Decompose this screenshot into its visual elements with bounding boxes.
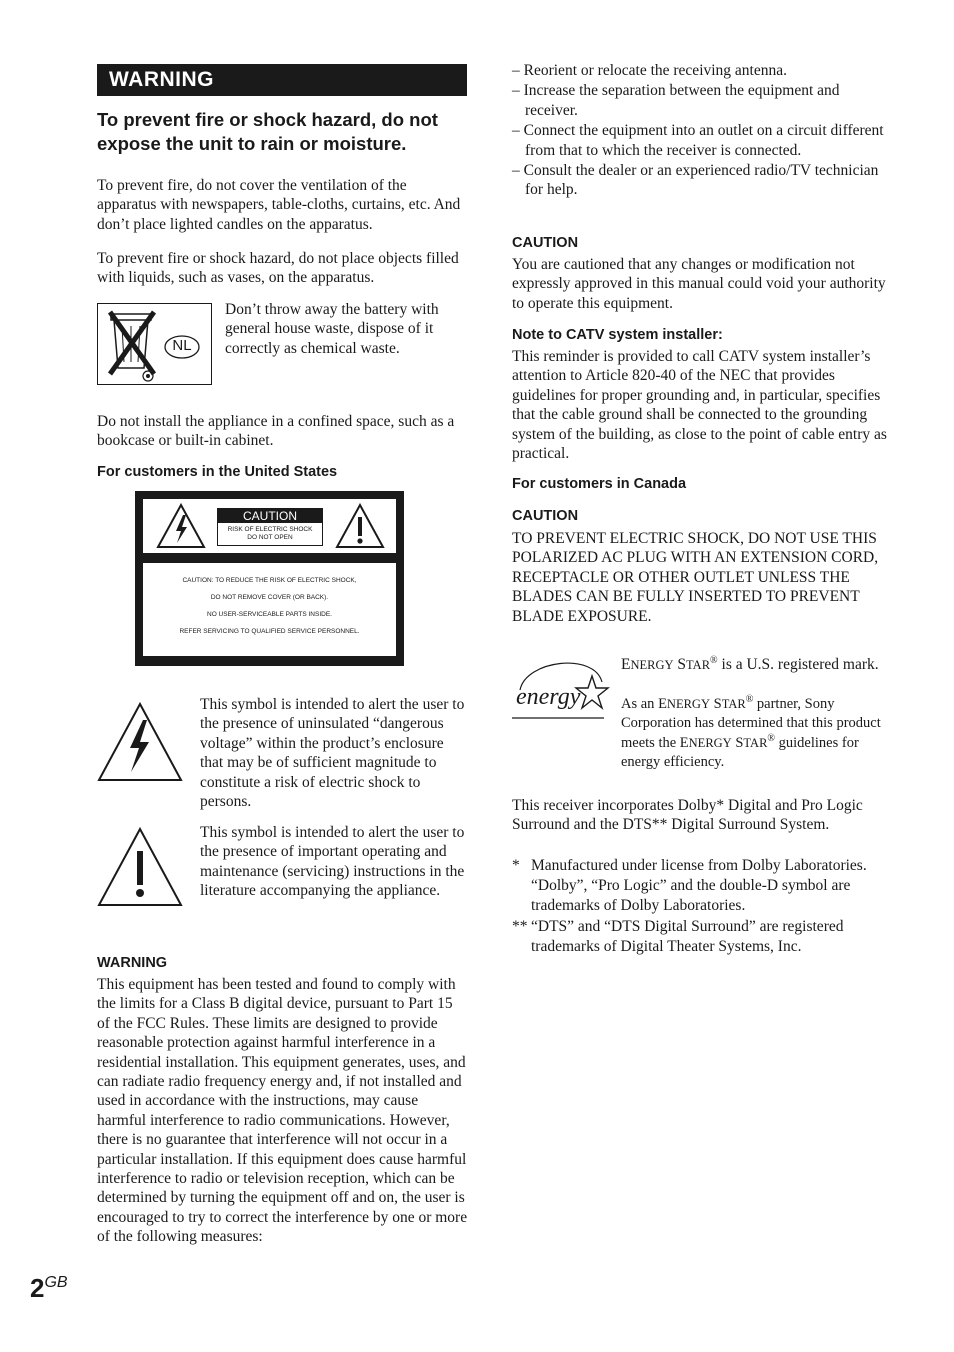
fcc-warning-text: This equipment has been tested and found to comply with the limits for a Class B digital device, pursuant to Part 15 of the FCC Rules. These limits are designed to provide reasonable protection against harmful interference in a residential installation. This equipment generates, uses, and can radiate radio frequency energy and, if not installed and used in accordance with the instructions, may cause harmful interference to radio communications. However, there is no guarantee that interference will not occur in a particular installation. If this equipment does cause harmful interference to radio or television reception, which can be determined by turning the equipment off and on, the user is encouraged to try to correct the interference by one or more of the following measures: xyxy=(97,976,468,1246)
note-item: ** “DTS” and “DTS Digital Surround” are registered trademarks of Digital Theater Systems, Inc. xyxy=(512,918,844,955)
caution-label-line3: NO USER-SERVICEABLE PARTS INSIDE. xyxy=(207,611,332,618)
warning-banner: WARNING xyxy=(97,64,467,96)
caution-label-title: CAUTION xyxy=(218,509,322,523)
shock-paragraph: To prevent fire or shock hazard, do not place objects filled with liquids, such as vases, on the apparatus. xyxy=(97,250,459,287)
caution-label-line4: REFER SERVICING TO QUALIFIED SERVICE PERSONNEL. xyxy=(179,628,360,635)
exclamation-symbol-text: This symbol is intended to alert the user to the presence of important operating and maintenance (servicing) instructions in the literature accompanying the appliance. xyxy=(200,824,465,900)
canada-caution-text: TO PREVENT ELECTRIC SHOCK, DO NOT USE THIS POLARIZED AC PLUG WITH AN EXTENSION CORD, RECEPTACLE OR OTHER OUTLET UNLESS THE BLADES CAN BE FULLY INSERTED TO PREVENT BLADE EXPOSURE. xyxy=(512,530,879,625)
caution-heading: CAUTION xyxy=(512,235,579,251)
energy-star-text-2: As an ENERGY STAR® partner, Sony Corporation has determined that this product meets the ENERGY STAR® guidelines for energy efficiency. xyxy=(621,694,881,771)
page-headline: To prevent fire or shock hazard, do not expose the unit to rain or moisture. xyxy=(97,109,438,154)
page-number: $2^{GB}$ xyxy=(30,1273,68,1303)
exclamation-warning-icon xyxy=(335,503,385,549)
battery-disposal-text: Don’t throw away the battery with general house waste, dispose of it correctly as chemical waste. xyxy=(225,301,439,357)
caution-label-line2: DO NOT REMOVE COVER (OR BACK). xyxy=(210,594,329,601)
energy-star-logo-text: energy xyxy=(516,684,581,710)
fire-paragraph: To prevent fire, do not cover the ventilation of the apparatus with newspapers, table-cloths, curtains, etc. And don’t place lighted candles on the apparatus. xyxy=(97,177,461,233)
note-item: * Manufactured under license from Dolby Laboratories. xyxy=(512,857,867,874)
caution-label-sub2: DO NOT OPEN xyxy=(247,534,293,541)
us-customers-heading: For customers in the United States xyxy=(97,464,338,480)
catv-heading: Note to CATV system installer: xyxy=(512,327,723,343)
canada-heading: For customers in Canada xyxy=(512,476,687,492)
fcc-warning-heading: WARNING xyxy=(97,955,168,971)
lightning-symbol-icon xyxy=(97,702,183,782)
caution-label xyxy=(135,491,404,666)
energy-star-logo-icon xyxy=(510,656,610,722)
lightning-warning-icon xyxy=(156,503,206,549)
note-item: “Dolby”, “Pro Logic” and the double-D symbol are trademarks of Dolby Laboratories. xyxy=(531,877,851,914)
caution-label-top xyxy=(143,499,396,553)
trademark-notes xyxy=(512,856,887,956)
caution-label-bottom xyxy=(143,563,396,656)
exclamation-symbol-icon xyxy=(97,827,183,907)
measure-item: – Increase the separation between the equipment and receiver. xyxy=(512,82,840,119)
measure-item: – Connect the equipment into an outlet on a circuit different from that to which the receiver is connected. xyxy=(512,122,884,159)
battery-region-label: NL xyxy=(172,337,192,354)
measure-item: – Consult the dealer or an experienced radio/TV technician for help. xyxy=(512,162,879,199)
caution-inner-box xyxy=(217,508,323,546)
caution-label-sub1: RISK OF ELECTRIC SHOCK xyxy=(227,526,313,533)
interference-measures-list xyxy=(512,61,887,200)
energy-star-text-1: ENERGY STAR® is a U.S. registered mark. xyxy=(621,654,879,673)
lightning-symbol-text: This symbol is intended to alert the user to the presence of uninsulated “dangerous voltage” within the product’s enclosure that may be of sufficient magnitude to constitute a risk of electric shock to persons. xyxy=(200,696,465,811)
caution-text: You are cautioned that any changes or modification not expressly approved in this manual could void your authority to operate this equipment. xyxy=(512,256,886,312)
caution-label-line1: CAUTION: TO REDUCE THE RISK OF ELECTRIC SHOCK, xyxy=(182,577,357,584)
battery-disposal-box xyxy=(97,303,212,385)
canada-caution-heading: CAUTION xyxy=(512,508,579,524)
measure-item: – Reorient or relocate the receiving antenna. xyxy=(512,62,787,79)
dolby-dts-text: This receiver incorporates Dolby* Digital and Pro Logic Surround and the DTS** Digital Surround System. xyxy=(512,797,863,834)
catv-text: This reminder is provided to call CATV system installer’s attention to Article 820-40 of the NEC that provides guidelines for proper grounding and, in particular, specifies that the cable ground shall be connected to the grounding system of the building, as close to the point of cable entry as practical. xyxy=(512,348,887,463)
confined-space-paragraph: Do not install the appliance in a confined space, such as a bookcase or built-in cabinet. xyxy=(97,413,455,450)
